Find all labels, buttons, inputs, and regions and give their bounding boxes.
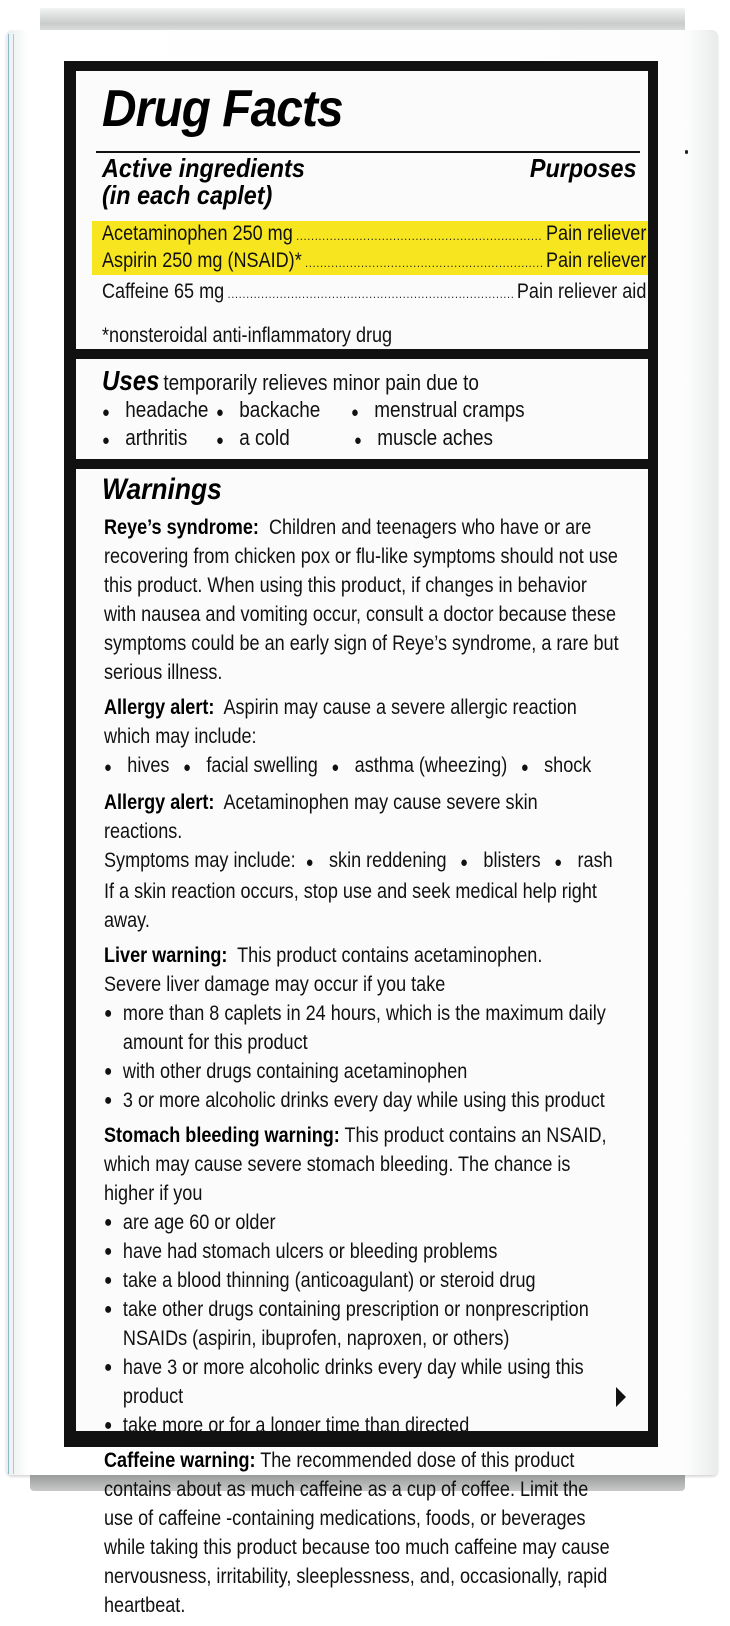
ingredient-row [102, 249, 646, 276]
continue-arrow-icon [616, 1387, 626, 1407]
uses-intro: temporarily relieves minor pain due to [163, 370, 479, 395]
list-item: ● take more or for a longer time than directed [104, 1411, 620, 1440]
caffeine-warning: Caffeine warning: The recommended dose of this product contains about as much caffeine as a cup of coffee. Limit the use of caffeine -containing medications, foods, or beverages while taking this product because too much caffeine may cause nervousness, irritability, sleeplessness, and, occasionally, rapid heartbeat. [104, 1449, 610, 1617]
bullet-icon [521, 754, 532, 777]
list-item: ● with other drugs containing acetaminophen [104, 1057, 620, 1086]
list-item: ● take other drugs containing prescription or nonprescription NSAIDs (aspirin, ibuprofen, naproxen, or others) [104, 1295, 620, 1353]
aspirin-allergy-alert: Allergy alert: Aspirin may cause a severe allergic reaction which may include: [104, 696, 577, 748]
ingredient-purpose: Pain reliever [545, 222, 647, 245]
print-fleck [685, 150, 688, 154]
use-item: ● menstrual cramps [351, 397, 525, 423]
warnings-body [104, 513, 620, 1626]
stomach-warning-list [104, 1208, 620, 1440]
bullet-icon [354, 425, 365, 450]
bullet-icon [183, 754, 194, 777]
use-item: ● headache [102, 397, 208, 423]
drug-facts-panel [64, 61, 658, 1617]
use-item: ● arthritis [102, 425, 187, 451]
use-item: ● muscle aches [354, 425, 493, 451]
ingredient-row [102, 222, 646, 249]
nsaid-footnote: *nonsteroidal anti-inflammatory drug [102, 324, 393, 347]
reyes-syndrome-warning: Reye’s syndrome: Children and teenagers who have or are recovering from chicken pox or flu-like symptoms should not use this product. When using this product, if changes in behavior with nausea and vomiting occur, consult a doctor because these symptoms could be an early sign of Reye’s syndrome, a rare but serious illness. [104, 516, 619, 684]
bullet-icon [102, 425, 113, 450]
uses-section [76, 359, 648, 459]
bullet-icon [460, 849, 471, 872]
bullet-icon [104, 754, 115, 777]
warnings-heading: Warnings [102, 473, 222, 506]
list-item: ● have had stomach ulcers or bleeding problems [104, 1237, 620, 1266]
leader-dots [296, 229, 542, 243]
leader-dots [305, 256, 542, 270]
bullet-icon [554, 849, 565, 872]
ingredient-purpose: Pain reliever aid [516, 280, 647, 303]
use-item: ● a cold [216, 425, 290, 451]
leader-dots [228, 287, 514, 301]
ingredient-purpose: Pain reliever [545, 249, 647, 272]
stomach-bleeding-warning: Stomach bleeding warning: This product contains an NSAID, which may cause severe stomach bleeding. The chance is higher if you [104, 1124, 607, 1205]
ingredient-name: Caffeine 65 mg [102, 280, 225, 303]
bullet-icon [351, 397, 362, 422]
list-item: ● 3 or more alcoholic drinks every day while using this product [104, 1086, 620, 1115]
warnings-section [76, 469, 648, 1617]
list-item: ● have 3 or more alcoholic drinks every day while using this product [104, 1353, 620, 1411]
ingredient-row [102, 280, 646, 307]
ingredient-name: Aspirin 250 mg (NSAID)* [102, 249, 302, 272]
panel-title: Drug Facts [102, 80, 343, 138]
list-item: ● more than 8 caplets in 24 hours, which is the maximum daily amount for this product [104, 999, 620, 1057]
list-item: ● are age 60 or older [104, 1208, 620, 1237]
aspirin-allergy-symptoms: ● hives ● facial swelling ● asthma (wheezing) ● shock [104, 751, 620, 782]
bullet-icon [216, 425, 227, 450]
acetaminophen-allergy-alert: Allergy alert: Acetaminophen may cause severe skin reactions. Symptoms may include: ● skin reddening ● blisters ● rash If a skin reaction occurs, stop use and seek medical help right away. [104, 788, 620, 935]
purposes-heading: Purposes [529, 153, 636, 183]
box-top-flap [40, 8, 685, 30]
uses-intro-line [102, 365, 479, 397]
bullet-icon [216, 397, 227, 422]
liver-warning-list [104, 999, 620, 1115]
active-ingredients-heading: Active ingredients (in each caplet) [102, 153, 305, 210]
box-left-edge [8, 34, 14, 1474]
bullet-icon [306, 849, 317, 872]
liver-warning: Liver warning: This product contains acetaminophen. Severe liver damage may occur if you take [104, 944, 543, 996]
active-ingredients-section [76, 71, 648, 349]
uses-heading: Uses [102, 365, 160, 396]
use-item: ● backache [216, 397, 320, 423]
bullet-icon [331, 754, 342, 777]
list-item: ● take a blood thinning (anticoagulant) or steroid drug [104, 1266, 620, 1295]
ingredient-name: Acetaminophen 250 mg [102, 222, 293, 245]
bullet-icon [102, 397, 113, 422]
